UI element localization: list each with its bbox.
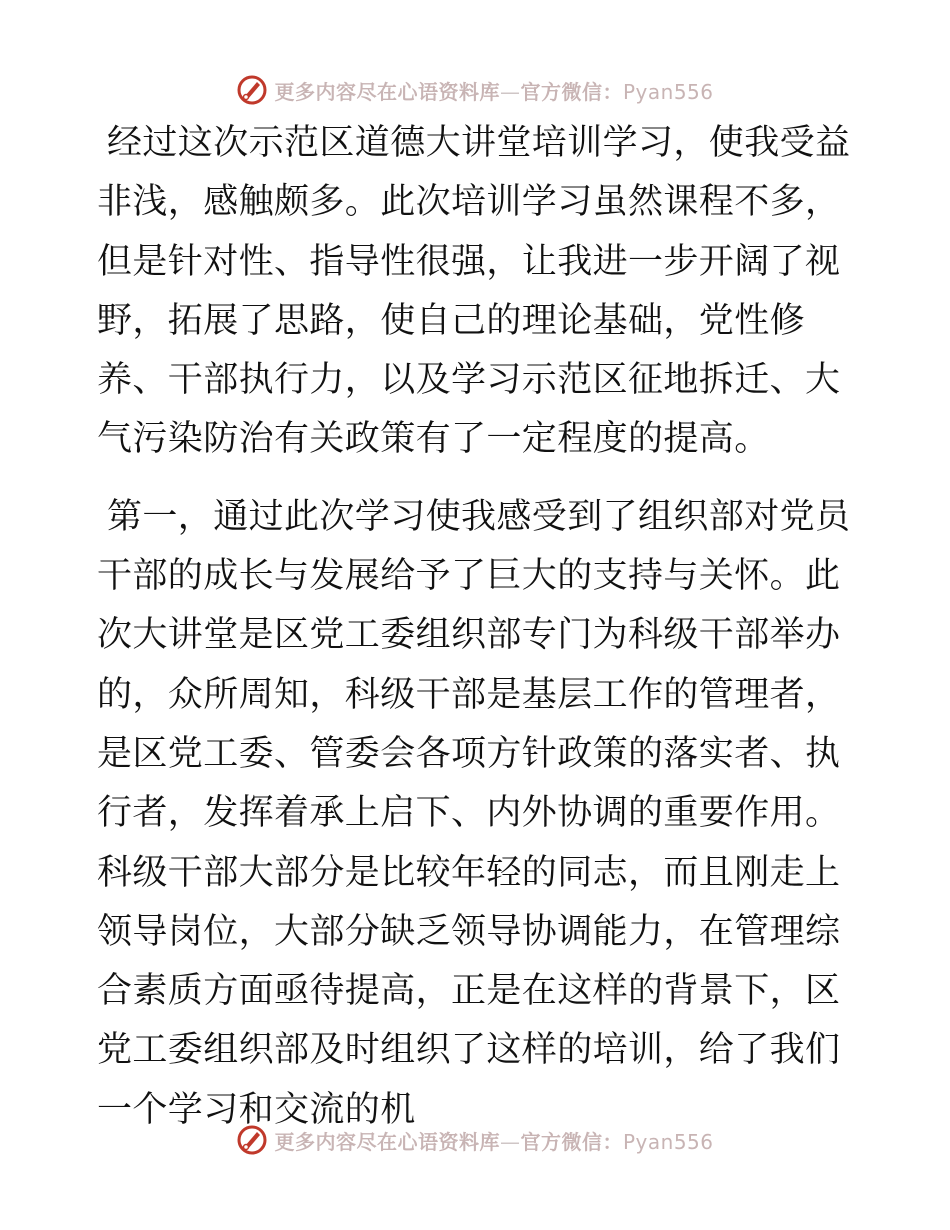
document-body <box>97 114 853 1140</box>
header-banner-text: 更多内容尽在心语资料库 <box>274 79 500 104</box>
header-contact-label: 官方微信： <box>520 79 623 104</box>
brand-logo-icon <box>236 1124 268 1156</box>
header-banner-separator: — <box>499 79 521 104</box>
footer-banner-label <box>274 1126 713 1155</box>
footer-contact-id: Pyan556 <box>622 1129 714 1154</box>
footer-banner <box>0 1120 950 1160</box>
footer-contact-label: 官方微信： <box>520 1129 623 1154</box>
paragraph-2: 第一，通过此次学习使我感受到了组织部对党员干部的成长与发展给予了巨大的支持与关怀。此次大讲堂是区党工委组织部专门为科级干部举办的，众所周知，科级干部是基层工作的管理者，是区党工委、管委会各项方针政策的落实者、执行者，发挥着承上启下、内外协调的重要作用。科级干部大部分是比较年轻的同志，而且刚走上领导岗位，大部分缺乏领导协调能力，在管理综合素质方面亟待提高，正是在这样的背景下，区党工委组织部及时组织了这样的培训，给了我们一个学习和交流的机 <box>97 496 851 1130</box>
footer-banner-text: 更多内容尽在心语资料库 <box>274 1129 500 1154</box>
brand-logo-icon <box>236 74 268 106</box>
header-banner <box>0 70 950 110</box>
paragraph-1: 经过这次示范区道德大讲堂培训学习，使我受益非浅，感触颇多。此次培训学习虽然课程不多，但是针对性、指导性很强，让我进一步开阔了视野，拓展了思路，使自己的理论基础，党性修养、干部执行力，以及学习示范区征地拆迁、大气污染防治有关政策有了一定程度的提高。 <box>97 123 851 460</box>
header-banner-label <box>274 76 713 105</box>
header-contact-id: Pyan556 <box>622 79 714 104</box>
footer-banner-separator: — <box>499 1129 521 1154</box>
